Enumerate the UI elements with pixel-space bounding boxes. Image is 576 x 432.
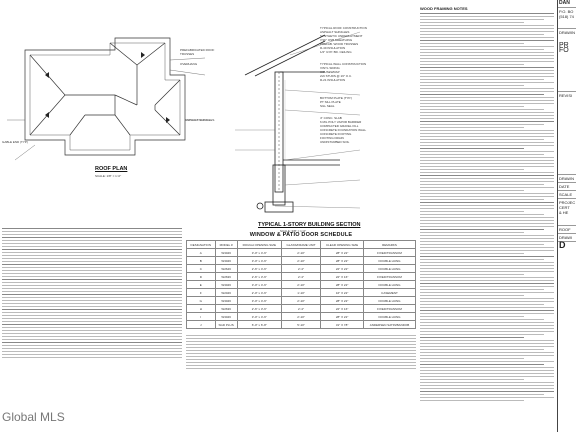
- schedule-cell: 28" X 22": [321, 249, 364, 257]
- schedule-cell: DOUBLE HUNG: [364, 313, 416, 321]
- note-line: [420, 355, 554, 356]
- note-line: [420, 391, 554, 392]
- firm-phone: (518) 74: [559, 14, 574, 19]
- title-block: [557, 0, 576, 432]
- schedule-cell: 28" X 22": [321, 297, 364, 305]
- note-line: [420, 202, 554, 203]
- note-line: [420, 235, 554, 236]
- note-line: [420, 256, 554, 257]
- note-line: [420, 16, 554, 17]
- note-line: [420, 241, 554, 242]
- note-line: [420, 265, 554, 266]
- schedule-cell: 28" X 22": [321, 257, 364, 265]
- note-line: [420, 388, 554, 389]
- sheet-number: D: [559, 240, 566, 250]
- note-line: [420, 268, 554, 269]
- schedule-cell: W3046: [215, 257, 237, 265]
- schedule-cell: W2636: [215, 305, 237, 313]
- note-line: [420, 184, 544, 185]
- schedule-cell: 3'-0" x 4'-6": [237, 281, 281, 289]
- schedule-cell: 2'-6" x 4'-6": [237, 265, 281, 273]
- schedule-cell: 2'-10": [281, 297, 320, 305]
- schedule-cell: W2046: [215, 289, 237, 297]
- note-line: [420, 352, 554, 353]
- note-line: [420, 214, 544, 215]
- section-label: 6 MIL POLY VAPOR BARRIER: [320, 120, 362, 124]
- schedule-cell: 28" X 22": [321, 281, 364, 289]
- note-line: [420, 181, 554, 182]
- note-line: [420, 175, 554, 176]
- scale-cell: SCALE: [558, 191, 576, 199]
- schedule-header: ROUGH OPENING SIZE: [237, 241, 281, 249]
- schedule-cell: FIXED/TRANSOM: [364, 249, 416, 257]
- schedule-cell: 3'-0" x 4'-6": [237, 257, 281, 265]
- firm-box: P.O. BO: [559, 9, 574, 14]
- schedule-cell: CASEMENT: [364, 289, 416, 297]
- note-line: [420, 199, 544, 200]
- schedule-cell: 22" X 16": [321, 305, 364, 313]
- schedule-row: [187, 265, 416, 273]
- note-line: [420, 94, 544, 95]
- schedule-designation: D: [187, 273, 216, 281]
- schedule-cell: 2'-10": [281, 313, 320, 321]
- section-label: VINYL SIDING: [320, 66, 340, 70]
- note-line: [420, 250, 554, 251]
- note-line: [420, 103, 554, 104]
- note-line: [420, 328, 554, 329]
- section-label: SILL SEAL: [320, 104, 335, 108]
- note-line: [420, 283, 554, 284]
- note-line: [420, 343, 554, 344]
- drawn-cell: DRAWN: [558, 175, 576, 183]
- note-line: [420, 223, 554, 224]
- section-label: PT SILL PLATE: [320, 100, 341, 104]
- schedule-cell: 1'-10": [281, 289, 320, 297]
- note-line: [420, 154, 544, 155]
- note-line: [420, 139, 544, 140]
- roof-note-2: OVERHANG: [180, 62, 198, 66]
- schedule-designation: E: [187, 281, 216, 289]
- note-line: [420, 37, 554, 38]
- roof-note-1: PREFABRICATED ROOF TRUSSES: [180, 48, 215, 56]
- note-line: [420, 286, 554, 287]
- note-line: [420, 277, 554, 278]
- note-line: [420, 394, 544, 395]
- note-line: [420, 367, 554, 368]
- roof-plan: [5, 20, 230, 185]
- note-line: [420, 337, 524, 338]
- schedule-cell: 2'-6" x 3'-6": [237, 273, 281, 281]
- project-line-b: FO: [559, 47, 569, 54]
- schedule-cell: W3046: [215, 249, 237, 257]
- schedule-cell: 2'-6" x 3'-6": [237, 305, 281, 313]
- note-line: [420, 379, 524, 380]
- schedule-cell: 2'-10": [281, 249, 320, 257]
- note-line: [420, 64, 524, 65]
- schedule-header-row: [187, 241, 416, 249]
- note-line: [420, 70, 554, 71]
- drawing-label: DRAWIN: [559, 30, 576, 35]
- note-line: [420, 295, 524, 296]
- schedule-row: [187, 273, 416, 281]
- schedule-header: MODEL #: [215, 241, 237, 249]
- note-line: [420, 349, 544, 350]
- section-label: PREFAB. WOOD TRUSSES: [320, 42, 359, 46]
- note-line: [420, 217, 554, 218]
- note-line: [420, 397, 554, 398]
- schedule-row: [187, 321, 416, 329]
- note-line: [420, 67, 554, 68]
- schedule-row: [187, 281, 416, 289]
- note-line: [420, 322, 554, 323]
- note-line: [420, 298, 554, 299]
- note-line: [420, 13, 554, 14]
- note-line: [420, 43, 524, 44]
- section-label: CONCRETE FOUNDATION WALL: [320, 128, 367, 132]
- note-line: [420, 145, 554, 146]
- roof-plan-scale: SCALE: 1/8" = 1'-0": [95, 174, 122, 178]
- schedule-cell: FIXED/TRANSOM: [364, 305, 416, 313]
- schedule-cell: DOUBLE HUNG: [364, 281, 416, 289]
- schedule-cell: 3'-0" x 4'-6": [237, 297, 281, 305]
- note-line: [420, 28, 554, 29]
- note-line: [420, 82, 554, 83]
- note-line: [420, 100, 554, 101]
- note-line: [420, 169, 524, 170]
- note-line: [420, 280, 554, 281]
- note-line: [420, 361, 554, 362]
- note-line: [420, 274, 524, 275]
- general-notes: [2, 226, 182, 406]
- section-scale: SCALE: 3/8" = 1'-0": [280, 229, 307, 233]
- note-line: [420, 382, 554, 383]
- roof-note-3: GABLE END (TYP): [2, 140, 28, 144]
- schedule-cell: ANDERSEN SATIN/BANDOB: [364, 321, 416, 329]
- note-line: [420, 115, 554, 116]
- schedule-header: REMARKS: [364, 241, 416, 249]
- revision-cell: [558, 92, 576, 175]
- note-line: [420, 220, 554, 221]
- note-line: [420, 88, 554, 89]
- note-line: [420, 385, 554, 386]
- note-line: [420, 85, 524, 86]
- note-line: [420, 55, 554, 56]
- note-line: [420, 106, 524, 107]
- schedule-row: [187, 289, 416, 297]
- note-line: [420, 136, 554, 137]
- section-labels: [320, 26, 405, 144]
- schedule-cell: 3'-0" x 4'-6": [237, 249, 281, 257]
- schedule-header: DESIGNATION: [187, 241, 216, 249]
- note-line: [420, 238, 554, 239]
- note-line: [420, 325, 554, 326]
- note-line: [420, 31, 554, 32]
- note-line: [420, 226, 554, 227]
- section-label: FOOTING DRAIN: [320, 136, 344, 140]
- section-label: R-49 INSULATION: [320, 46, 346, 50]
- note-line: [420, 34, 544, 35]
- schedule-header: CLEAR OPENING SIZE: [321, 241, 364, 249]
- note-line: [420, 25, 554, 26]
- note-line: [420, 76, 554, 77]
- schedule-row: [187, 297, 416, 305]
- project-label: PROJEC: [559, 200, 576, 205]
- note-line: [420, 97, 554, 98]
- section-label: CONCRETE FOOTING: [320, 132, 352, 136]
- schedule-cell: 2'-10": [281, 281, 320, 289]
- note-line: [420, 259, 544, 260]
- schedule-cell: W3046: [215, 313, 237, 321]
- schedule-designation: B: [187, 257, 216, 265]
- project-cell: [558, 199, 576, 226]
- note-line: [420, 190, 524, 191]
- note-line: [420, 376, 554, 377]
- note-line: [420, 151, 554, 152]
- section-label: HOUSEWRAP: [320, 70, 340, 74]
- schedule-row: [187, 257, 416, 265]
- section-label: COMPACTED GRAVEL FILL: [320, 124, 359, 128]
- note-line: [420, 208, 554, 209]
- schedule-cell: 22" X 22": [321, 265, 364, 273]
- note-line: [420, 121, 554, 122]
- note-line: [420, 262, 554, 263]
- schedule-cell: 28" X 22": [321, 313, 364, 321]
- schedule-cell: 31" X 78": [321, 321, 364, 329]
- schedule-designation: F: [187, 289, 216, 297]
- schedule-cell: 2'-0" x 4'-6": [237, 289, 281, 297]
- note-line: [420, 19, 544, 20]
- note-line: [420, 49, 544, 50]
- note-line: [420, 316, 524, 317]
- note-line: [420, 73, 554, 74]
- section-label: R-21 INSULATION: [320, 78, 346, 82]
- note-line: [420, 124, 544, 125]
- note-line: [420, 370, 554, 371]
- schedule-designation: C: [187, 265, 216, 273]
- schedule-cell: DOUBLE HUNG: [364, 297, 416, 305]
- note-line: [420, 358, 524, 359]
- section-label: 2x6 STUDS @ 16" O.C.: [320, 74, 352, 78]
- section-label: UNDISTURBED SOIL: [320, 140, 350, 144]
- schedule-row: [187, 305, 416, 313]
- schedule-row: [187, 313, 416, 321]
- note-line: [420, 253, 524, 254]
- watermark: Global MLS: [2, 410, 65, 424]
- schedule-cell: 2'-4": [281, 273, 320, 281]
- note-line: [420, 373, 554, 374]
- note-line: [420, 166, 554, 167]
- schedule-cell: W3046: [215, 297, 237, 305]
- note-line: [420, 118, 554, 119]
- note-line: [420, 205, 554, 206]
- date-cell: DATE: [558, 183, 576, 191]
- schedule-designation: I: [187, 313, 216, 321]
- schedule-cell: 3'-0" x 4'-6": [237, 313, 281, 321]
- note-line: [420, 178, 554, 179]
- note-line: [420, 142, 554, 143]
- schedule-designation: J: [187, 321, 216, 329]
- note-line: [420, 271, 554, 272]
- schedule-table: [186, 240, 416, 329]
- firm-name: DAN: [558, 0, 576, 8]
- note-line: [420, 232, 524, 233]
- section-title: TYPICAL 1-STORY BUILDING SECTION: [258, 222, 361, 228]
- cert-line-a: CERT: [559, 205, 570, 210]
- note-line: [420, 400, 524, 401]
- schedule-cell: W2636: [215, 273, 237, 281]
- note-line: [420, 310, 554, 311]
- wood-framing-notes: [420, 6, 554, 426]
- schedule-designation: A: [187, 249, 216, 257]
- note-line: [420, 127, 524, 128]
- schedule-header: GLASS/FRAME UNIT: [281, 241, 320, 249]
- note-line: [420, 79, 544, 80]
- schedule-cell: 22" X 16": [321, 273, 364, 281]
- note-line: [420, 61, 554, 62]
- schedule-cell: DOUBLE HUNG: [364, 265, 416, 273]
- schedule-designation: G: [187, 297, 216, 305]
- note-line: [420, 196, 554, 197]
- note-line: [420, 247, 554, 248]
- drawing-cell: [558, 29, 576, 92]
- schedule-cell: 2'-4": [281, 265, 320, 273]
- roof-note-4: ASPHALT SHINGLES: [185, 118, 215, 122]
- schedule-cell: W2646: [215, 265, 237, 273]
- note-line: [420, 346, 554, 347]
- schedule-title: WINDOW & PATIO DOOR SCHEDULE: [249, 232, 353, 238]
- note-line: [420, 307, 554, 308]
- note-line: [420, 112, 554, 113]
- drawing2-cell: DRAWI: [558, 234, 576, 242]
- note-line: [420, 193, 554, 194]
- note-line: [420, 58, 554, 59]
- schedule-cell: W3046: [215, 281, 237, 289]
- schedule-cell: FIXED/TRANSOM: [364, 273, 416, 281]
- schedule-cell: SGD PLUS: [215, 321, 237, 329]
- revision-label: REVISI: [559, 93, 573, 98]
- note-line: [420, 91, 554, 92]
- note-line: [420, 364, 544, 365]
- schedule-cell: 6'-0" x 6'-8": [237, 321, 281, 329]
- note-line: [420, 331, 554, 332]
- schedule-cell: 5'-10": [281, 321, 320, 329]
- note-line: [420, 133, 554, 134]
- schedule-cell: 16" X 22": [321, 289, 364, 297]
- firm-address: [558, 8, 576, 29]
- roof-plan-drawing: [5, 20, 230, 185]
- note-line: [420, 109, 544, 110]
- roof-cell: ROOF: [558, 226, 576, 234]
- note-line: [420, 313, 554, 314]
- roof-plan-title: ROOF PLAN: [95, 166, 128, 172]
- schedule-row: [187, 249, 416, 257]
- schedule-cell: DOUBLE HUNG: [364, 257, 416, 265]
- schedule-designation: H: [187, 305, 216, 313]
- notes-heading: WOOD FRAMING NOTES: [420, 6, 468, 11]
- project-line-a: PR: [559, 42, 569, 49]
- note-line: [420, 130, 554, 131]
- note-line: [420, 52, 554, 53]
- note-line: [420, 340, 554, 341]
- note-line: [420, 163, 554, 164]
- note-line: [420, 187, 554, 188]
- schedule-cell: 2'-4": [281, 305, 320, 313]
- window-door-schedule: [186, 232, 416, 371]
- note-line: [420, 211, 524, 212]
- schedule-cell: 2'-10": [281, 257, 320, 265]
- note-line: [420, 292, 554, 293]
- note-line: [420, 334, 544, 335]
- section-label: 4" CONC. SLAB: [320, 116, 342, 120]
- note-line: [420, 40, 554, 41]
- section-label: 1/2" GYP. BD. CEILING: [320, 50, 352, 54]
- section-label: BOTTOM PLATE (TYP.): [320, 96, 353, 100]
- section-label: 7/16" OSB SHEATHING: [320, 38, 353, 42]
- section-label: TYPICAL WALL CONSTRUCTION: [320, 62, 367, 66]
- note-line: [420, 244, 544, 245]
- note-line: [420, 301, 554, 302]
- note-line: [420, 229, 544, 230]
- note-line: [420, 160, 554, 161]
- note-line: [420, 22, 524, 23]
- note-line: [420, 157, 554, 158]
- note-line: [420, 172, 554, 173]
- section-label: SYNTHETIC UNDERLAYMENT: [320, 34, 363, 38]
- section-label: TYPICAL ROOF CONSTRUCTION: [320, 26, 367, 30]
- note-line: [420, 46, 554, 47]
- note-line: [420, 289, 544, 290]
- section-label: ASPHALT SHINGLES: [320, 30, 350, 34]
- note-line: [420, 319, 544, 320]
- note-line: [420, 148, 524, 149]
- cert-line-b: & HE: [559, 210, 569, 215]
- note-line: [420, 304, 544, 305]
